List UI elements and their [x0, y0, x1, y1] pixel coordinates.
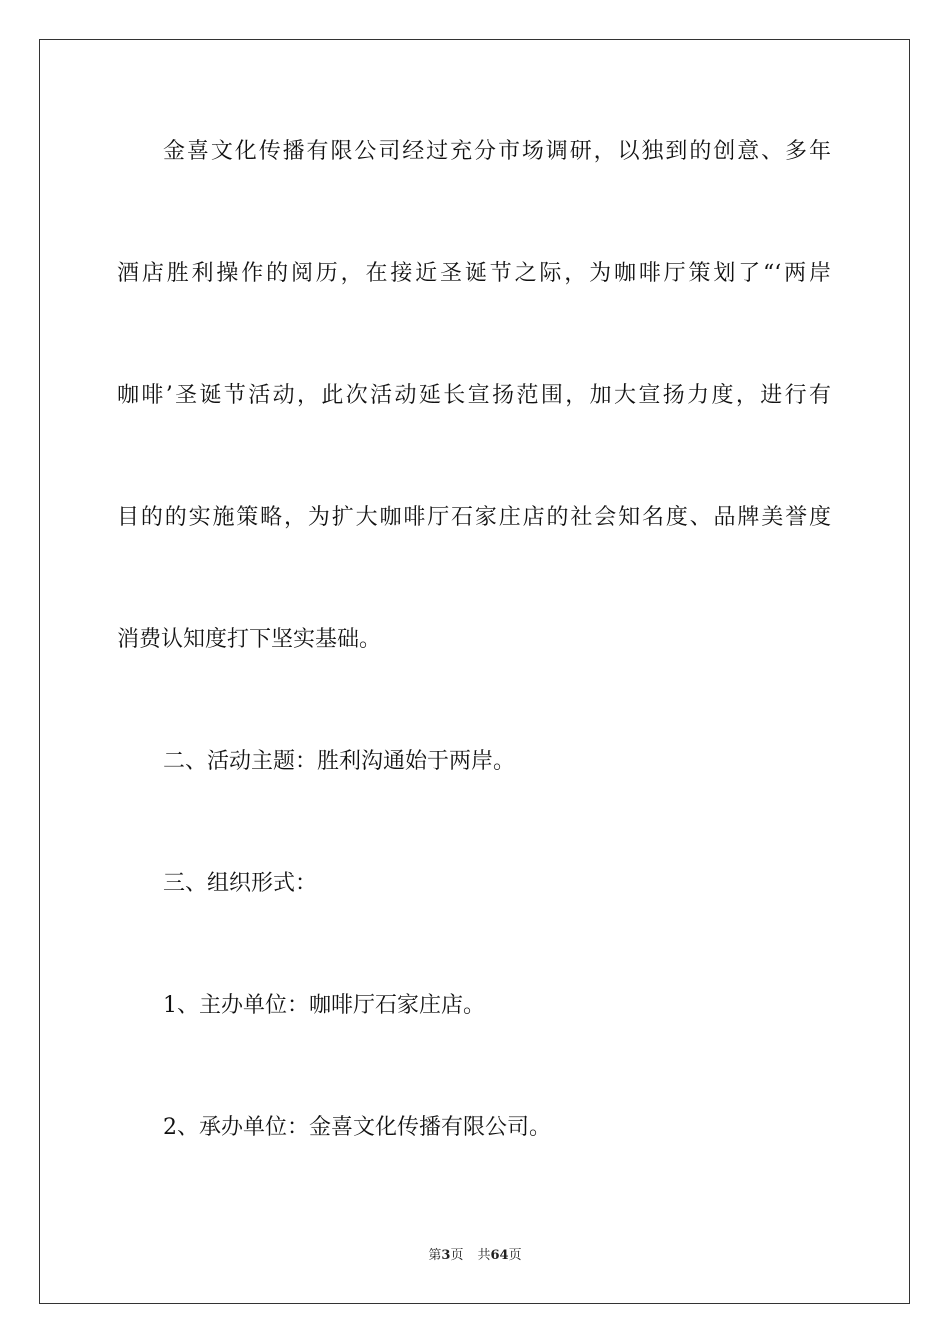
- page-footer: [0, 1247, 950, 1265]
- section-heading-theme: 二、活动主题：胜利沟通始于两岸。: [163, 749, 516, 774]
- page-suffix: 页: [450, 1248, 464, 1263]
- paragraph-line-1: 金喜文化传播有限公司经过充分市场调研，以独到的创意、多年: [163, 139, 831, 164]
- list-item-host: 1、主办单位：咖啡厅石家庄店。: [163, 993, 485, 1018]
- total-suffix: 页: [508, 1248, 522, 1263]
- paragraph-line-5: 消费认知度打下坚实基础。: [117, 627, 382, 652]
- paragraph-line-4: 目的的实施策略，为扩大咖啡厅石家庄店的社会知名度、品牌美誉度: [117, 505, 831, 530]
- paragraph-line-2: 酒店胜利操作的阅历，在接近圣诞节之际，为咖啡厅策划了“‘两岸: [117, 261, 831, 286]
- total-prefix: 共: [477, 1248, 491, 1263]
- page-number: 3: [441, 1248, 451, 1263]
- list-item-organizer: 2、承办单位：金喜文化传播有限公司。: [163, 1115, 551, 1140]
- page-prefix: 第: [428, 1248, 442, 1263]
- total-pages: 64: [490, 1248, 509, 1263]
- section-heading-organization: 三、组织形式：: [163, 871, 318, 896]
- paragraph-line-3: 咖啡’圣诞节活动，此次活动延长宣扬范围，加大宣扬力度，进行有: [117, 383, 831, 408]
